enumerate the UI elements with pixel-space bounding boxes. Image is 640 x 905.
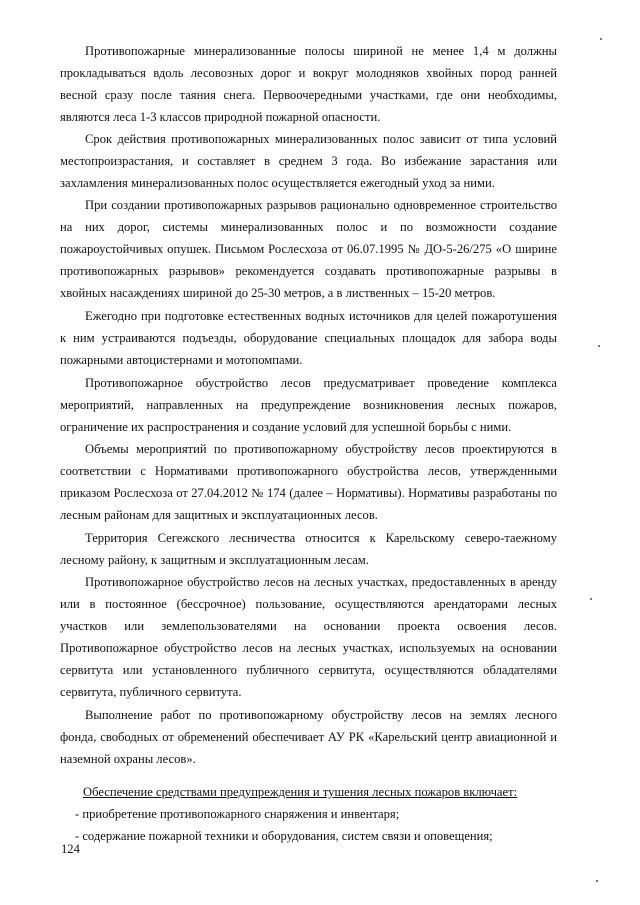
- scan-speck: [600, 38, 602, 40]
- scan-speck: [596, 880, 598, 882]
- paragraph: Выполнение работ по противопожарному обустройству лесов на землях лесного фонда, свободных от обременений обеспечивает АУ РК «Карельский центр авиационной и наземной охраны лесов».: [60, 708, 557, 766]
- paragraph: Противопожарные минерализованные полосы шириной не менее 1,4 м должны прокладываться вдоль лесовозных дорог и вокруг молодняков хвойных пород ранней весной сразу после таяния снега. Первоочередными участками, где они необходимы, являются леса 1-3 классов природной пожарной опасности.: [60, 44, 557, 124]
- page-number: 124: [61, 842, 80, 856]
- scan-speck: [598, 345, 600, 347]
- paragraph: Противопожарное обустройство лесов на лесных участках, предоставленных в аренду или в постоянное (бессрочное) пользование, осуществляются арендаторами лесных участков или землепользователями на основании проекта освоения лесов. Противопожарное обустройство лесов на лесных участках, используемых на основании сервитута или установленного публичного сервитута, осуществляются обладателями сервитута, публичного сервитута.: [60, 575, 557, 699]
- section-heading: Обеспечение средствами предупреждения и тушения лесных пожаров включает:: [83, 785, 518, 799]
- paragraph: При создании противопожарных разрывов рационально одновременное строительство на них дорог, системы минерализованных полос и по возможности создание пожароустойчивых опушек. Письмом Рослесхоза от 06.07.1995 № ДО-5-26/275 «О ширине противопожарных разрывов» рекомендуется создавать противопожарные разрывы в хвойных насаждениях шириной до 25-30 метров, а в лиственных – 15-20 метров.: [60, 198, 557, 300]
- list-item: - содержание пожарной техники и оборудования, систем связи и оповещения;: [75, 829, 493, 843]
- paragraph: Территория Сегежского лесничества относится к Карельскому северо-таежному лесному району, к защитным и эксплуатационным лесам.: [60, 531, 557, 567]
- paragraph: Объемы мероприятий по противопожарному обустройству лесов проектируются в соответствии с Нормативами противопожарного обустройства лесов, утвержденными приказом Рослесхоза от 27.04.2012 № 174 (далее – Нормативы). Нормативы разработаны по лесным районам для защитных и эксплуатационных лесов.: [60, 442, 557, 522]
- paragraph: Срок действия противопожарных минерализованных полос зависит от типа условий местопроизрастания, и составляет в среднем 3 года. Во избежание зарастания или захламления минерализованных полос осуществляется ежегодный уход за ними.: [60, 132, 557, 190]
- scan-speck: [590, 598, 592, 600]
- paragraph: Противопожарное обустройство лесов предусматривает проведение комплекса мероприятий, направленных на предупреждение возникновения лесных пожаров, ограничение их распространения и создание условий для успешной борьбы с ними.: [60, 376, 557, 434]
- list-item: - приобретение противопожарного снаряжения и инвентаря;: [75, 807, 400, 821]
- paragraph: Ежегодно при подготовке естественных водных источников для целей пожаротушения к ним устраиваются подъезды, оборудование специальных площадок для забора воды пожарными автоцистернами и мотопомпами.: [60, 309, 557, 367]
